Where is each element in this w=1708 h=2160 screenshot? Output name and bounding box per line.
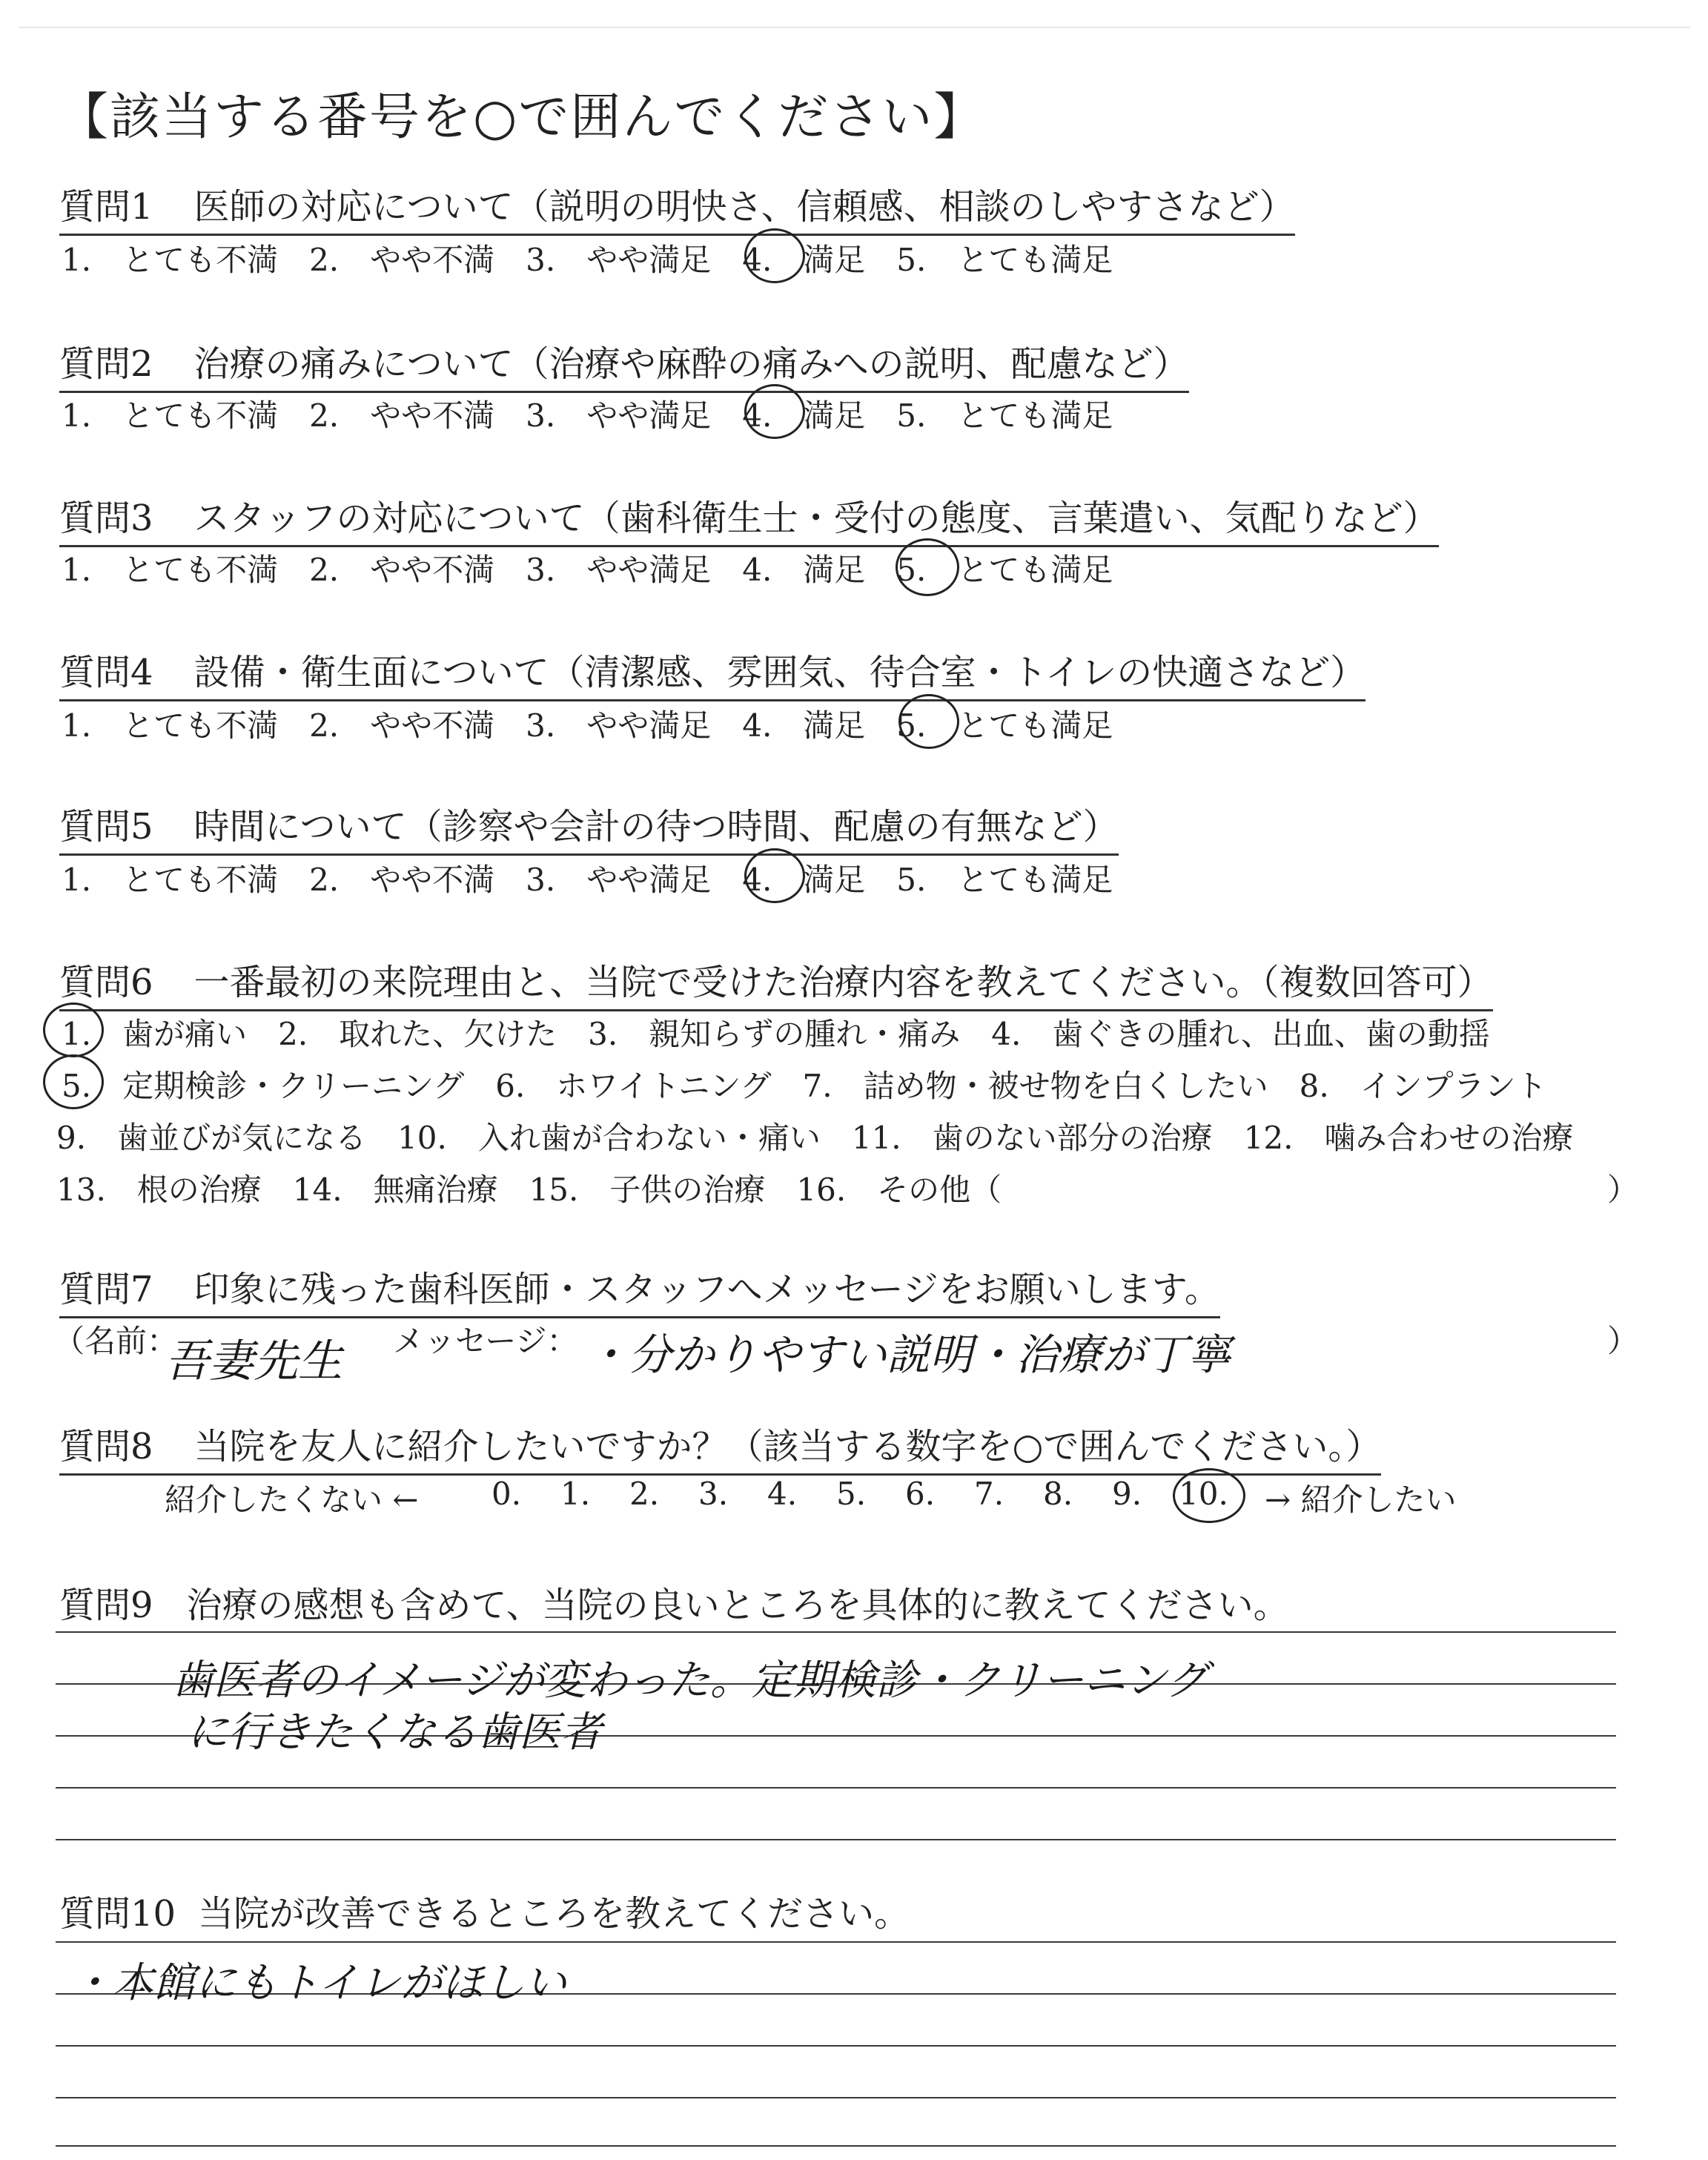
- question-10-text: 当院が改善できるところを教えてください。: [198, 1893, 910, 1935]
- q10-answer-line: [56, 2145, 1616, 2147]
- question-2-answer-circle: [744, 384, 805, 439]
- question-2-label: 質問2: [59, 343, 153, 385]
- question-7-label: 質問7: [59, 1269, 153, 1310]
- question-2-title: [59, 335, 1189, 393]
- question-6-option-line-2: 5. 定期検診・クリーニング 6. ホワイトニング 7. 詰め物・被せ物を白くしたい 8. インプラント: [62, 1068, 1547, 1104]
- question-5-options: 1. とても不満 2. やや不満 3. やや満足 4. 満足 5. とても満足: [62, 862, 1113, 898]
- question-6-option-line-4: 13. 根の治療 14. 無痛治療 15. 子供の治療 16. その他（: [56, 1172, 1002, 1208]
- question-6-other-close: ）: [1607, 1172, 1639, 1208]
- question-3-title: [59, 489, 1439, 547]
- scale-5: 5.: [836, 1476, 867, 1512]
- scale-8: 8.: [1043, 1476, 1073, 1512]
- question-10-answer-line-1: ・本館にもトイレがほしい: [70, 1959, 567, 2007]
- question-3-text: スタッフの対応について（歯科衛生士・受付の態度、言葉遣い、気配りなど）: [193, 498, 1439, 539]
- question-4-label: 質問4: [59, 652, 153, 693]
- question-4-title: [59, 644, 1366, 701]
- question-6-option-line-3: 9. 歯並びが気になる 10. 入れ歯が合わない・痛い 11. 歯のない部分の治療 12. 噛み合わせの治療: [56, 1120, 1574, 1156]
- question-5-text: 時間について（診察や会計の待つ時間、配慮の有無など）: [193, 806, 1119, 848]
- question-6-text: 一番最初の来院理由と、当院で受けた治療内容を教えてください。（複数回答可）: [193, 962, 1493, 1003]
- q9-answer-line: [56, 1787, 1616, 1789]
- question-6-option-line-1: 1. 歯が痛い 2. 取れた、欠けた 3. 親知らずの腫れ・痛み 4. 歯ぐきの腫れ、出血、歯の動揺: [62, 1016, 1490, 1052]
- question-5-label: 質問5: [59, 806, 153, 848]
- question-8-answer-circle: [1173, 1468, 1245, 1523]
- scale-1: 1.: [560, 1476, 591, 1512]
- question-1-title: [59, 178, 1295, 236]
- question-9-answer-line-1: 歯医者のイメージが変わった。定期検診・クリーニング: [172, 1657, 1208, 1705]
- question-1-text: 医師の対応について（説明の明快さ、信頼感、相談のしやすさなど）: [193, 186, 1295, 228]
- question-5-answer-circle: [744, 848, 805, 903]
- question-7-message-value: ・分かりやすい説明・治療が丁寧: [586, 1330, 1231, 1380]
- question-4-answer-circle: [898, 694, 959, 749]
- form-heading: 【該当する番号を○で囲んでください】: [58, 88, 986, 147]
- question-1-answer-circle: [744, 228, 805, 283]
- top-border: [19, 27, 1690, 28]
- question-9-title: [59, 1576, 1289, 1628]
- q10-answer-line: [56, 1941, 1616, 1943]
- scale-0: 0.: [491, 1476, 522, 1512]
- question-4-options: 1. とても不満 2. やや不満 3. やや満足 4. 満足 5. とても満足: [62, 707, 1113, 744]
- question-7-name-value: 吾妻先生: [165, 1335, 342, 1387]
- question-7-name-label: （名前：: [53, 1323, 179, 1359]
- question-4-text: 設備・衛生面について（清潔感、雰囲気、待合室・トイレの快適さなど）: [193, 652, 1366, 693]
- q10-answer-line: [56, 2097, 1616, 2098]
- question-7-title: [59, 1261, 1220, 1318]
- question-8-label: 質問8: [59, 1426, 153, 1467]
- question-10-label: 質問10: [59, 1893, 176, 1935]
- question-2-text: 治療の痛みについて（治療や麻酔の痛みへの説明、配慮など）: [193, 343, 1189, 385]
- question-2-options: 1. とても不満 2. やや不満 3. やや満足 4. 満足 5. とても満足: [62, 397, 1113, 434]
- question-8-text: 当院を友人に紹介したいですか？（該当する数字を○で囲んでください。）: [193, 1426, 1382, 1467]
- question-6-label: 質問6: [59, 962, 153, 1003]
- q9-answer-line: [56, 1839, 1616, 1840]
- question-3-answer-circle: [896, 538, 959, 596]
- question-7-message-label: メッセージ：: [393, 1323, 578, 1359]
- scale-10: 10.: [1179, 1476, 1228, 1512]
- question-8-scale-right: → 紹介したい: [1265, 1482, 1457, 1518]
- q9-answer-line: [56, 1631, 1616, 1633]
- scale-7: 7.: [974, 1476, 1004, 1512]
- question-3-options: 1. とても不満 2. やや不満 3. やや満足 4. 満足 5. とても満足: [62, 552, 1113, 588]
- question-1-label: 質問1: [59, 186, 153, 228]
- scale-6: 6.: [905, 1476, 936, 1512]
- question-1-options: 1. とても不満 2. やや不満 3. やや満足 4. 満足 5. とても満足: [62, 242, 1113, 278]
- scale-2: 2.: [629, 1476, 660, 1512]
- scale-9: 9.: [1112, 1476, 1142, 1512]
- question-7-close: ）: [1607, 1323, 1639, 1359]
- question-9-text: 治療の感想も含めて、当院の良いところを具体的に教えてください。: [186, 1585, 1289, 1626]
- question-6-answer-circle-5: [43, 1054, 104, 1109]
- question-3-label: 質問3: [59, 498, 153, 539]
- question-9-label: 質問9: [59, 1585, 153, 1626]
- question-8-title: [59, 1418, 1381, 1476]
- scale-4: 4.: [767, 1476, 798, 1512]
- question-9-answer-line-2: に行きたくなる歯医者: [187, 1708, 602, 1757]
- q10-answer-line: [56, 2045, 1616, 2047]
- scale-3: 3.: [698, 1476, 729, 1512]
- question-10-title: [59, 1885, 910, 1936]
- question-8-scale-left: 紹介したくない ←: [165, 1482, 419, 1518]
- question-6-title: [59, 954, 1493, 1011]
- question-5-title: [59, 798, 1119, 856]
- question-7-text: 印象に残った歯科医師・スタッフへメッセージをお願いします。: [193, 1269, 1220, 1310]
- question-6-answer-circle-1: [43, 1003, 104, 1057]
